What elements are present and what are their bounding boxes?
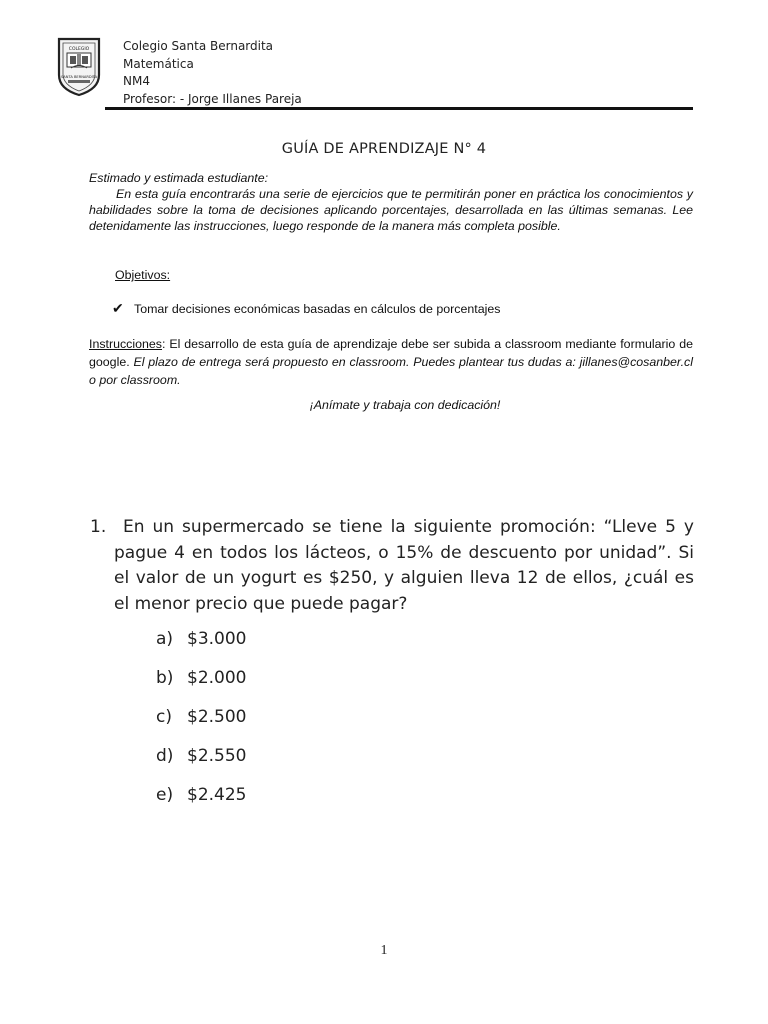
option-value: $2.550 bbox=[187, 746, 247, 766]
option-a bbox=[156, 627, 246, 666]
instructions-text: : El desarrollo de esta guía de aprendizaje debe ser subida a classroom mediante formulario de google. bbox=[89, 337, 693, 369]
level: NM4 bbox=[123, 74, 150, 88]
answer-options bbox=[156, 627, 246, 822]
objectives-heading: Objetivos: bbox=[115, 268, 171, 282]
instructions bbox=[89, 335, 693, 389]
option-letter: a) bbox=[156, 629, 174, 649]
question-text: En un supermercado se tiene la siguiente promoción: “Lleve 5 y pague 4 en todos los lácteos, o 15% de descuento por unidad”. Si el valor de un yogurt es $250, y alguien lleva 12 de ellos, ¿cuál es el menor precio que puede pagar? bbox=[114, 517, 694, 614]
intro-body: En esta guía encontrarás una serie de ejercicios que te permitirán poner en práctica los conocimientos y habilidades sobre la toma de decisiones aplicando porcentajes, desarrollada en las últimas semanas. Lee detenidamente las instrucciones, luego responde de la manera más completa posible. bbox=[89, 187, 693, 233]
instructions-deadline: El plazo de entrega será propuesto en classroom. Puedes plantear tus dudas a: jillanes@cosanber.cl o por classroom. bbox=[89, 355, 693, 387]
motto: ¡Anímate y trabaja con dedicación! bbox=[309, 398, 501, 412]
header-divider bbox=[105, 107, 693, 110]
intro-greeting: Estimado y estimada estudiante: bbox=[89, 171, 269, 185]
option-letter: c) bbox=[156, 707, 172, 727]
option-value: $3.000 bbox=[187, 629, 247, 649]
option-letter: d) bbox=[156, 746, 174, 766]
school-name: Colegio Santa Bernardita bbox=[123, 39, 274, 53]
logo-text-top: COLEGIO bbox=[68, 47, 90, 52]
objective-item bbox=[112, 300, 500, 317]
option-value: $2.425 bbox=[187, 785, 247, 805]
page-title: GUÍA DE APRENDIZAJE N° 4 bbox=[281, 141, 487, 157]
option-letter: e) bbox=[156, 785, 174, 805]
option-value: $2.500 bbox=[187, 707, 247, 727]
subject: Matemática bbox=[123, 56, 194, 71]
instructions-label: Instrucciones bbox=[89, 337, 163, 351]
school-logo bbox=[57, 37, 101, 97]
logo-text-bottom: SANTA BERNARDITA bbox=[60, 75, 98, 79]
question-1 bbox=[90, 515, 694, 617]
teacher: Profesor: - Jorge Illanes Pareja bbox=[123, 91, 302, 106]
question-number: 1. bbox=[90, 517, 107, 537]
intro-section bbox=[89, 170, 693, 234]
option-c bbox=[156, 705, 246, 744]
option-d bbox=[156, 744, 246, 783]
option-b bbox=[156, 666, 246, 705]
option-e bbox=[156, 783, 246, 822]
option-value: $2.000 bbox=[187, 668, 247, 688]
option-letter: b) bbox=[156, 668, 174, 688]
checkmark-icon: ✔ bbox=[112, 300, 124, 316]
page-number: 1 bbox=[380, 943, 388, 958]
objective-text: Tomar decisiones económicas basadas en cálculos de porcentajes bbox=[134, 302, 501, 316]
header-info bbox=[123, 38, 302, 108]
